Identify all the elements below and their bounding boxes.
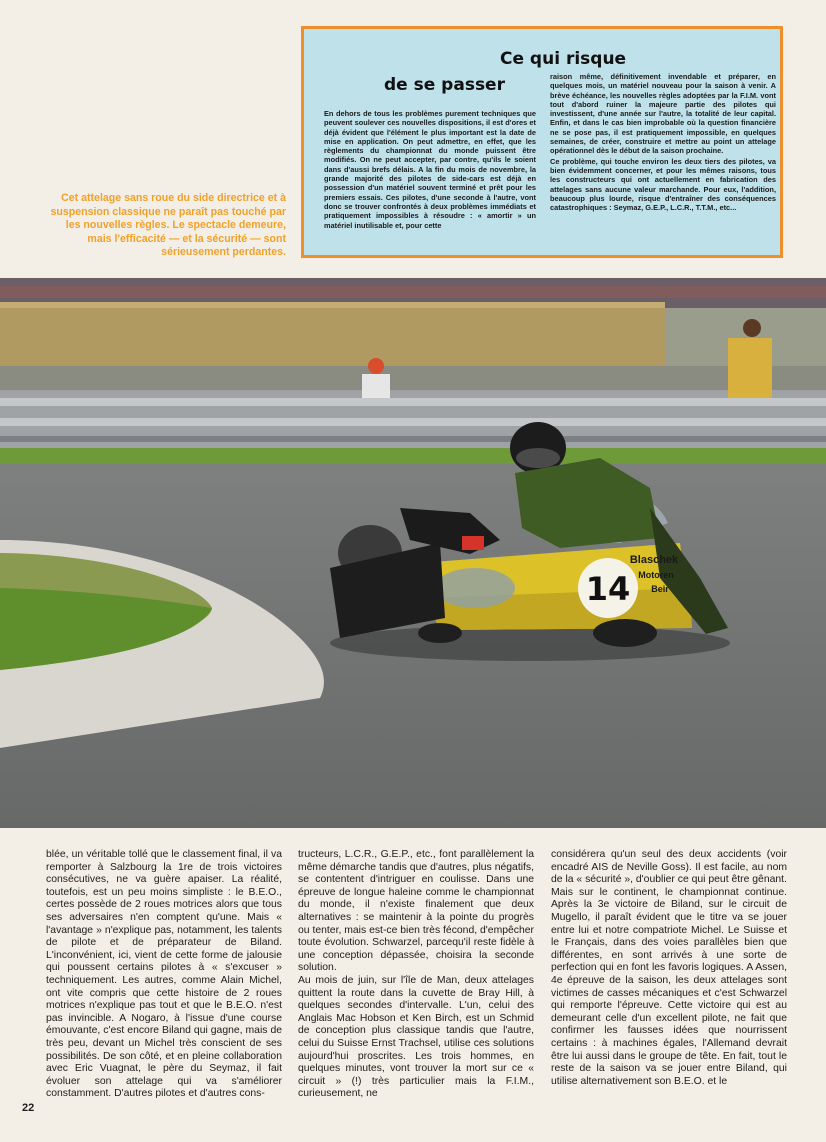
article-column-3 bbox=[551, 849, 787, 1088]
fairing-sponsor-1: Blaschek bbox=[629, 554, 679, 566]
page-number: 22 bbox=[22, 1102, 35, 1114]
box-column-1 bbox=[324, 109, 536, 231]
box-title-line1: Ce qui risque bbox=[500, 49, 627, 69]
box-column-2 bbox=[550, 72, 776, 213]
article-paragraph: tructeurs, L.C.R., G.E.P., etc., font parallèlement la même démarche tandis que d'autres, plus négatifs, se contentent d'intriguer en coulisse. Dans une épreuve de longue haleine comme le championnat du monde, il n'existe finalement que deux alternatives : se maintenir à la pointe du progrès ou tenter, mais est-ce bien très fécond, d'empêcher toute évolution. Schwarzel, parcequ'il reste fidèle à une conception dépassée, choisira la seconde solution. bbox=[298, 849, 534, 974]
hay-bales bbox=[0, 302, 665, 370]
article-column-1 bbox=[46, 849, 282, 1101]
fairing-sponsor-2: Motoren bbox=[638, 570, 674, 580]
article-paragraph: blée, un véritable tollé que le classement final, il va remporter à Salzbourg la 1re de trois victoires consécutives, ne va guère apaiser. La réalité, toutefois, est un peu moins simpliste : le B.E.O., certes possède de 2 roues motrices alors que tous ses adversaires n'en comptent qu'une. Mais « l'avantage » n'explique pas, notamment, les talents de pilote et de préparateur de Biland. L'inconvénient, ici, vient de cette forme de jalousie qui poussent certains pilotes à « s'excuser » techniquement. Les autres, comme Alain Michel, ont vite compris que cette histoire de 2 roues motrices n'explique pas tout et que le B.E.O. n'est pas invincible. A Nogaro, à l'issue d'une course émouvante, c'est encore Biland qui gagne, mais de très peu, devant un Michel très conscient de ses possibilités. De son côté, et en pleine collaboration avec Eric Vuagnat, le père du Seymaz, il fait évoluer son attelage qui va s'améliorer constamment. D'autres pilotes et d'autres cons- bbox=[46, 849, 282, 1100]
article-paragraph: considérera qu'un seul des deux accidents (voir encadré AIS de Neville Goss). Il est facile, au nom de la « sécurité », d'oublier ce qui peut être gênant. bbox=[551, 849, 787, 886]
fairing-number: 14 bbox=[585, 570, 631, 608]
box-title-line2: de se passer bbox=[384, 75, 505, 95]
race-photo bbox=[0, 278, 826, 828]
article-paragraph: Mais sur le continent, le championnat continue. Après la 3e victoire de Biland, sur le circuit de Mugello, il paraît évident que le titre va se jouer entre lui et notre compatriote Michel. Le Suisse et le Français, dans des voies parallèles bien que différentes, en sont arrivés à une sorte de perfection qui en font les favoris logiques. A Assen, 4e épreuve de la saison, les deux attelages sont victimes de casses mécaniques et c'est Schwarzel qui remporte l'épreuve. Cette victoire qui est au demeurant celle d'un excellent pilote, ne fait que confirmer les fausses idées que nourrissent certains : à machines égales, l'Allemand devrait être lui aussi dans le groupe de tête. En fait, tout le reste de la saison va se jouer entre Biland, qui utilise alternativement son B.E.O. et le bbox=[551, 886, 787, 1087]
box-paragraph: En dehors de tous les problèmes purement techniques que peuvent soulever ces nouvelles dispositions, il est d'ores et déjà évident que l'élément le plus important est la date de mise en application. On peut admettre, en effet, que les règlements du championnat du monde puissent être modifiés. On ne peut accepter, par contre, qu'ils le soient dans d'aussi brefs délais. A la fin du mois de novembre, la grande majorité des pilotes de side-cars est déjà en possession d'un matériel souvent terminé et prêt pour les premiers essais. Ces pilotes, d'une seconde à l'autre, vont donc se trouver confrontés à deux problèmes immédiats et pratiquement impossibles à résoudre : « amortir » un matériel inutilisable et, pour cette bbox=[324, 109, 536, 230]
box-paragraph: Ce problème, qui touche environ les deux tiers des pilotes, va bien évidemment concerner, et pour les mêmes raisons, tous les constructeurs qui ont actuellement en fabrication des attelages sans aucune valeur marchande. Pour eux, l'addition, beaucoup plus lourde, risque d'entraîner des conséquences catastrophiques : Seymaz, G.E.P., L.C.R., T.T.M., etc... bbox=[550, 156, 776, 213]
sidebar-box bbox=[301, 26, 783, 258]
fairing-sponsor-3: Beir bbox=[651, 584, 669, 594]
photo-caption: Cet attelage sans roue du side directrice et à suspension classique ne paraît pas touché par les nouvelles règles. Le spectacle demeure, mais l'efficacité — et la sécurité — sont sérieusement perdantes. bbox=[50, 192, 286, 259]
article-column-2 bbox=[298, 849, 534, 1101]
box-paragraph: raison même, définitivement invendable et préparer, en quelques mois, un matériel nouveau pour la saison à venir. A brève échéance, les nouvelles règles adoptées par la F.I.M. vont tout d'abord ruiner la majeure partie des pilotes qui investissent, d'une année sur l'autre, la totalité de leur capital. Enfin, et dans le cas bien improbable où la question financière ne se pose pas, il est pratiquement impossible, en quelques semaines, de créer, construire et mettre au point un attelage opérationnel dès le début de la saison prochaine. bbox=[550, 72, 776, 156]
article-paragraph: Au mois de juin, sur l'île de Man, deux attelages quittent la route dans la cuvette de Bray Hill, à quelques secondes d'intervalle. L'un, celui des Anglais Mac Hobson et Ken Birch, est un Schmid de conception plus classique tandis que l'autre, celui du Suisse Ernst Trachsel, utilise ces solutions aujourd'hui proscrites. Les trois hommes, en quelques minutes, vont trouver la mort sur ce « circuit » (!) très particulier mais la F.I.M., curieusement, ne bbox=[298, 974, 534, 1100]
